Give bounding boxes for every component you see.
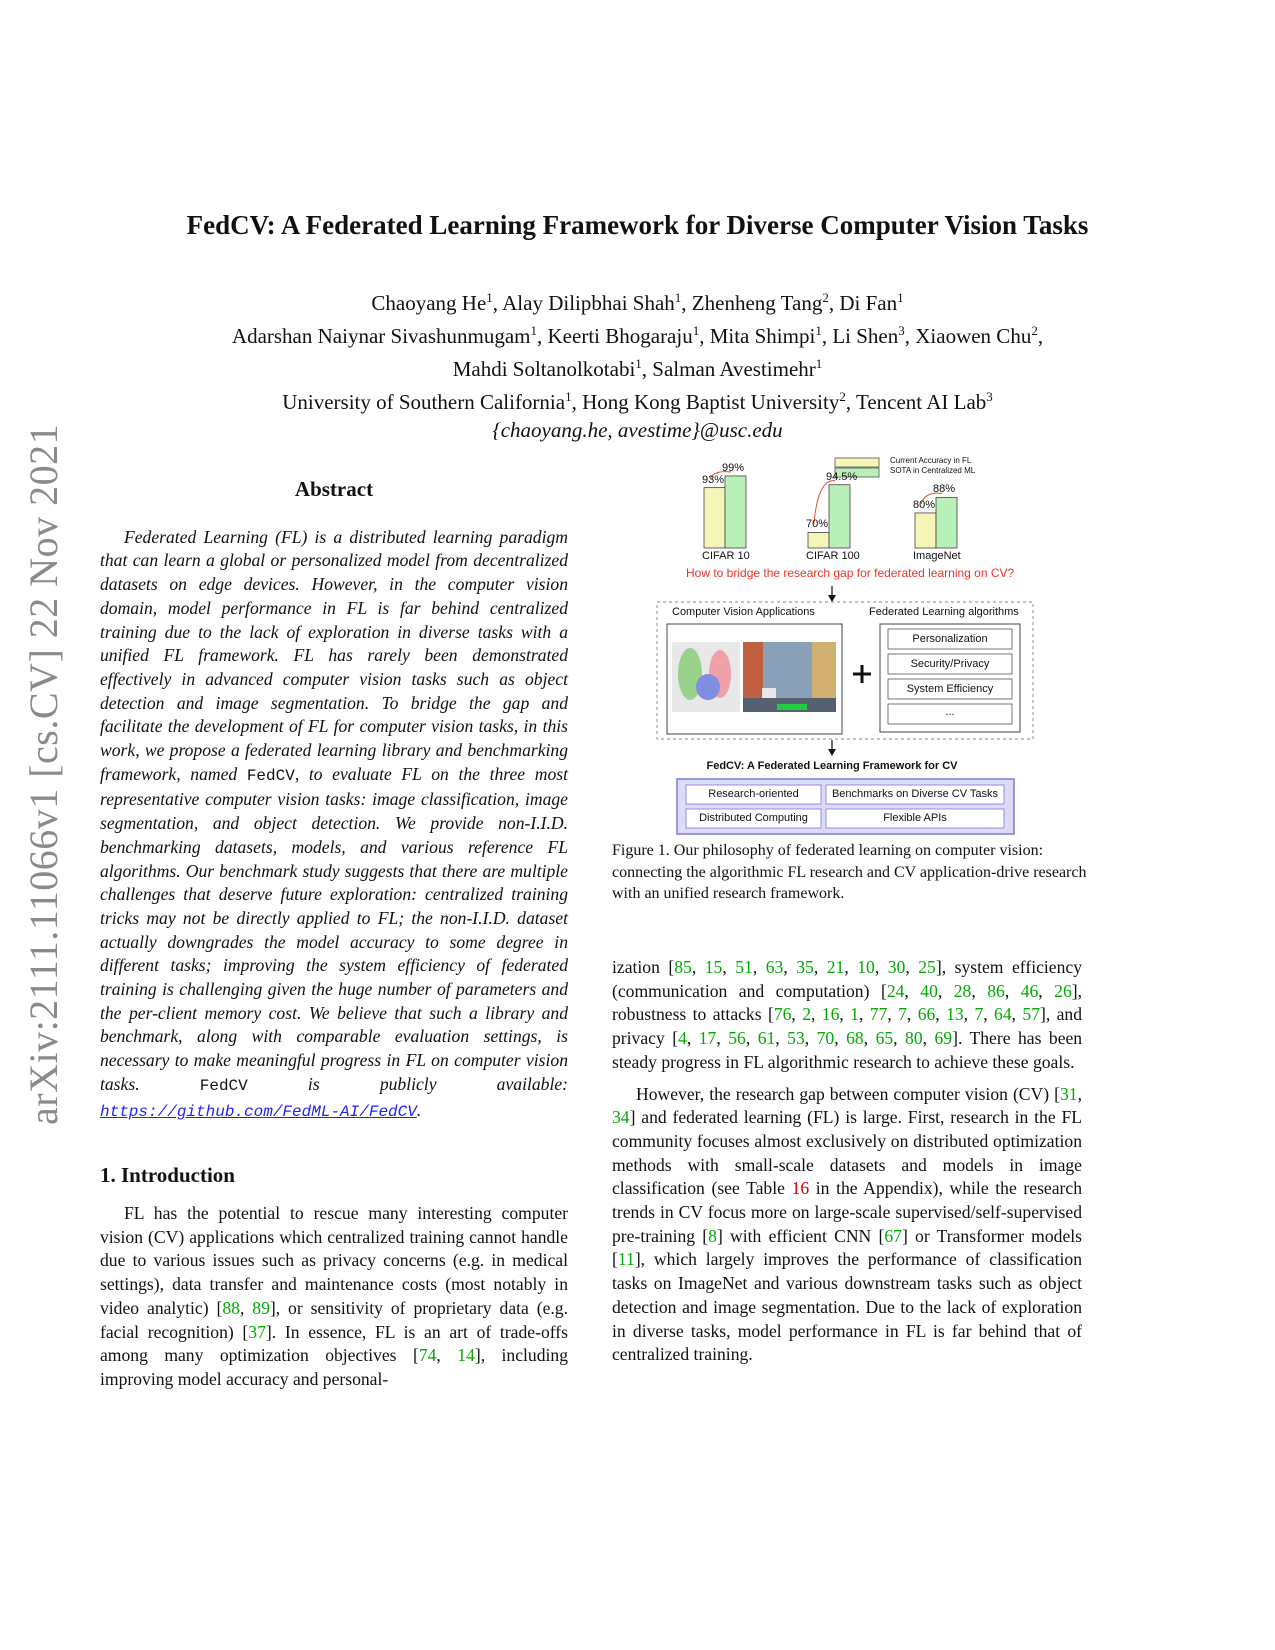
bar-fl-accuracy (704, 488, 725, 548)
separator: , (937, 980, 954, 1001)
separator: , (906, 1004, 918, 1025)
author-name: Xiaowen Chu (915, 324, 1032, 348)
building-left (743, 642, 763, 702)
author-name: Mahdi Soltanolkotabi (452, 357, 636, 381)
affiliation-marker: 2 (839, 389, 846, 404)
data-label-sota: 88% (933, 483, 956, 496)
author-name: Alay Dilipbhai Shah (502, 291, 675, 315)
separator: , (681, 291, 692, 315)
citation-link[interactable]: 53 (787, 1028, 805, 1049)
affiliation-marker: 1 (815, 323, 822, 338)
citation-link[interactable]: 51 (735, 957, 753, 977)
building-right (812, 642, 836, 702)
citation-link[interactable]: 57 (1022, 1004, 1040, 1025)
affiliation-marker: 1 (692, 323, 700, 338)
affiliation-marker: 1 (897, 290, 904, 305)
citation-link[interactable]: 15 (704, 957, 723, 977)
separator: , (935, 1004, 947, 1025)
fl-algos-label: Federated Learning algorithms (869, 606, 1019, 618)
feature-benchmarks: Benchmarks on Diverse CV Tasks (831, 788, 999, 800)
algo-more: ... (945, 706, 955, 718)
lane-highlight (777, 704, 807, 710)
data-label-fl: 93% (702, 473, 725, 486)
affiliations-line (60, 383, 1215, 416)
separator: , (791, 1004, 803, 1025)
author-name: University of Southern California (282, 390, 566, 414)
citation-link[interactable]: 70 (816, 1028, 835, 1049)
intro-paragraph-2 (612, 956, 1082, 1075)
left-column (100, 478, 568, 1392)
separator: , (813, 957, 827, 977)
citation-link[interactable]: 74 (418, 1345, 437, 1366)
citation-link[interactable]: 66 (917, 1004, 936, 1025)
figure-caption: Figure 1. Our philosophy of federated learning on computer vision: connecting the algorithmic FL research and CV application-drive research with an unified research framework. (612, 842, 1087, 902)
separator: , (1011, 1004, 1023, 1025)
down-arrow-icon (828, 595, 836, 602)
text-run: ] with efficient CNN [ (716, 1225, 885, 1246)
citation-link[interactable]: 40 (920, 980, 938, 1001)
abstract-part: is publicly available: (247, 1073, 568, 1094)
text-run: ]. In essence, FL is an art of trade-offs among many optimization objectives [ (100, 1321, 568, 1366)
citation-link[interactable]: 67 (884, 1225, 902, 1246)
affiliation-marker: 1 (486, 290, 493, 305)
github-link[interactable]: https://github.com/FedML-AI/FedCV (100, 1102, 417, 1121)
citation-link[interactable]: 2 (802, 1004, 811, 1025)
heart-shape (696, 674, 720, 700)
legend-label-sota: SOTA in Centralized ML (890, 466, 976, 475)
library-name: FedCV (246, 766, 295, 785)
feature-research-oriented: Research-oriented (708, 788, 799, 800)
citation-link[interactable]: 13 (946, 1004, 964, 1025)
separator: , (839, 1004, 851, 1025)
separator: , (716, 1028, 729, 1049)
separator: , (834, 1028, 847, 1049)
bar-fl-accuracy (915, 513, 936, 548)
affiliation-marker: 2 (822, 290, 829, 305)
figure-1 (612, 452, 1052, 837)
citation-link[interactable]: 1 (850, 1004, 859, 1025)
separator: , (887, 1004, 899, 1025)
affiliation-marker: 1 (815, 356, 823, 371)
citation-link[interactable]: 28 (953, 980, 972, 1001)
separator: , (963, 1004, 975, 1025)
citation-link[interactable]: 4 (678, 1028, 687, 1049)
citation-link[interactable]: 34 (612, 1107, 630, 1128)
algo-personalization: Personalization (912, 633, 988, 645)
abstract-part: . (416, 1099, 422, 1120)
data-label-sota: 94.5% (826, 470, 858, 483)
affiliation-marker: 2 (1031, 323, 1038, 338)
text-run: ], system efficiency (communication and computation) [ (612, 957, 1082, 1001)
text-run: ]. There has been steady progress in FL algorithmic research to achieve these goals. (612, 1028, 1083, 1072)
category-label: CIFAR 10 (702, 550, 750, 562)
bar-sota-accuracy (936, 497, 957, 548)
text-run: ], which largely improves the performance of classification tasks on ImageNet and various downstream tasks such as object detection and image segmentation. Due to the lack of exploration in diverse tasks, model performance in FL is far behind that of centralized training. (612, 1249, 1082, 1365)
separator: , (722, 957, 736, 977)
separator: , (874, 957, 888, 977)
text-run: ] and federated learning (FL) is large. First, research in the FL community focuses almost exclusively on distributed optimization methods with small-scale datasets and models in image classification (see Table (612, 1107, 1082, 1199)
citation-link[interactable]: 11 (617, 1249, 635, 1270)
citation-link[interactable]: 64 (994, 1004, 1012, 1025)
author-name: Hong Kong Baptist University (582, 390, 840, 414)
author-line-2 (60, 317, 1215, 350)
citation-link[interactable]: 63 (765, 957, 784, 977)
library-name: FedCV (199, 1076, 248, 1095)
separator: , (845, 390, 856, 414)
citation-link[interactable]: 68 (846, 1028, 864, 1049)
citation-link[interactable]: 88 (222, 1297, 240, 1318)
table-ref-link[interactable]: 16 (791, 1178, 810, 1199)
separator: , (699, 324, 710, 348)
text-run: ], robustness to attacks [ (612, 980, 1083, 1025)
citation-link[interactable]: 89 (252, 1297, 270, 1318)
affiliation-marker: 3 (898, 323, 905, 338)
feature-distributed-computing: Distributed Computing (699, 812, 808, 824)
citation-link[interactable]: 31 (1060, 1083, 1078, 1104)
car-shape (762, 688, 776, 698)
legend-swatch-fl (835, 458, 879, 467)
arxiv-identifier: arXiv:2111.11066v1 [cs.CV] 22 Nov 2021 (21, 423, 66, 1125)
right-column (612, 956, 1082, 1367)
separator: , (804, 1028, 817, 1049)
separator: , (752, 957, 766, 977)
category-label: CIFAR 100 (806, 550, 860, 562)
separator: , (1037, 324, 1044, 348)
paper-title: FedCV: A Federated Learning Framework for Diverse Computer Vision Tasks (186, 210, 1089, 240)
author-name: Tencent AI Lab (855, 390, 987, 414)
abstract-text (100, 526, 568, 1125)
citation-link[interactable]: 7 (974, 1004, 984, 1025)
citation-link[interactable]: 7 (898, 1004, 907, 1025)
abstract-part: Federated Learning (FL) is a distributed learning paradigm that can learn a global or personalized model from decentralized datasets on edge devices. However, in the computer vision domain, model performance in FL is far behind centralized training due to the lack of exploration in diverse tasks with a unified FL framework. FL has rarely been demonstrated effectively in advanced computer vision tasks such as object detection and image segmentation. To bridge the gap and facilitate the development of FL for computer vision tasks, in this work, we propose a federated learning library and benchmarking framework, named (100, 526, 568, 784)
separator: , (641, 357, 653, 381)
separator: , (811, 1004, 822, 1025)
separator: , (983, 1004, 995, 1025)
introduction-heading: 1. Introduction (100, 1163, 235, 1188)
bar-sota-accuracy (829, 485, 850, 548)
separator: , (863, 1028, 876, 1049)
text-run: , (436, 1345, 458, 1366)
separator: , (904, 324, 916, 348)
category-label: ImageNet (913, 550, 961, 562)
abstract-part: , to evaluate FL on the three most representative computer vision tasks: image classification, image segmentation, and object detection. We provide non-I.I.D. benchmarking datasets, models, and various reference FL algorithms. Our benchmark study suggests that there are multiple challenges that deserve future exploration: centralized training tricks may not be directly applied to FL; the non-I.I.D. dataset actually downgrades the model accuracy to some degree in different tasks; improving the system efficiency of federated training is challenging given the huge number of parameters and the per-client memory cost. We believe that such a library and benchmark, along with comparable evaluation settings, is necessary to make meaningful progress in FL on computer vision tasks. (100, 763, 568, 1094)
separator: , (905, 957, 919, 977)
author-line-3 (60, 350, 1215, 383)
separator: , (775, 1028, 788, 1049)
text-run: ization [ (612, 957, 675, 977)
citation-link[interactable]: 25 (918, 957, 936, 977)
citation-link[interactable]: 61 (757, 1028, 776, 1049)
citation-link[interactable]: 17 (698, 1028, 717, 1049)
author-name: Chaoyang He (371, 291, 487, 315)
down-arrow-icon (828, 749, 836, 756)
data-label-fl: 80% (913, 498, 936, 511)
separator: , (821, 324, 833, 348)
separator: , (492, 291, 503, 315)
data-label-sota: 99% (722, 461, 745, 474)
separator: , (571, 390, 583, 414)
citation-link[interactable]: 86 (987, 980, 1005, 1001)
citation-link[interactable]: 30 (887, 957, 906, 977)
affiliation-marker: 1 (674, 290, 682, 305)
citation-link[interactable]: 46 (1020, 980, 1039, 1001)
text-run: ], or sensitivity of proprietary data (e.g. facial recognition) [ (100, 1297, 569, 1342)
intro-paragraph-1 (100, 1202, 568, 1392)
separator: , (537, 324, 548, 348)
affiliation-marker: 1 (530, 323, 538, 338)
citation-link[interactable]: 77 (869, 1004, 888, 1025)
bar-fl-accuracy (808, 532, 829, 548)
affiliation-marker: 1 (565, 389, 572, 404)
citation-link[interactable]: 24 (886, 980, 905, 1001)
separator: , (745, 1028, 758, 1049)
separator: , (691, 957, 705, 977)
citation-link[interactable]: 85 (674, 957, 692, 977)
text-run: ], including improving model accuracy and personal- (100, 1345, 569, 1389)
citation-link[interactable]: 10 (857, 957, 875, 977)
data-label-fl: 70% (806, 518, 829, 531)
citation-link[interactable]: 65 (875, 1028, 894, 1049)
author-name: Mita Shimpi (709, 324, 816, 348)
text-run: , (1077, 1083, 1082, 1104)
algo-system-efficiency: System Efficiency (906, 683, 994, 695)
text-run: , (239, 1297, 253, 1318)
separator: , (844, 957, 858, 977)
text-run: ], and privacy [ (612, 1004, 1083, 1049)
author-name: Li Shen (832, 324, 899, 348)
separator: , (858, 1004, 870, 1025)
author-email: {chaoyang.he, avestime}@usc.edu (492, 418, 783, 442)
research-gap-question: How to bridge the research gap for federated learning on CV? (686, 566, 1015, 580)
citation-link[interactable]: 56 (728, 1028, 746, 1049)
legend-label-fl: Current Accuracy in FL (890, 456, 972, 465)
separator: , (1004, 980, 1021, 1001)
separator: , (828, 291, 840, 315)
citation-link[interactable]: 16 (821, 1004, 840, 1025)
bar-sota-accuracy (725, 476, 746, 548)
text-run: in the Appendix), while the research trends in CV focus more on large-scale supervised/self-supervised pre-training [ (612, 1178, 1082, 1246)
author-name: Adarshan Naiynar Sivashunmugam (231, 324, 531, 348)
citation-link[interactable]: 35 (796, 957, 814, 977)
citation-link[interactable]: 76 (773, 1004, 792, 1025)
author-block (60, 284, 1215, 444)
affiliation-marker: 1 (635, 356, 642, 371)
citation-link[interactable]: 69 (934, 1028, 953, 1049)
separator: , (1038, 980, 1055, 1001)
text-run: However, the research gap between computer vision (CV) [ (636, 1083, 1060, 1104)
separator: , (686, 1028, 699, 1049)
feature-flexible-apis: Flexible APIs (883, 812, 947, 824)
citation-link[interactable]: 26 (1054, 980, 1072, 1001)
author-name: Zhenheng Tang (691, 291, 823, 315)
framework-title: FedCV: A Federated Learning Framework for CV (706, 760, 958, 772)
intro-paragraph-3 (612, 1083, 1082, 1367)
citation-link[interactable]: 80 (905, 1028, 923, 1049)
cv-apps-label: Computer Vision Applications (672, 606, 815, 618)
affiliation-marker: 3 (986, 389, 993, 404)
separator: , (922, 1028, 935, 1049)
citation-link[interactable]: 14 (457, 1345, 475, 1366)
separator: , (893, 1028, 906, 1049)
author-name: Keerti Bhogaraju (547, 324, 693, 348)
algo-security-privacy: Security/Privacy (910, 658, 990, 670)
author-name: Salman Avestimehr (652, 357, 816, 381)
author-name: Di Fan (839, 291, 898, 315)
separator: , (783, 957, 797, 977)
separator: , (971, 980, 988, 1001)
abstract-heading: Abstract (294, 477, 374, 501)
citation-link[interactable]: 37 (248, 1321, 266, 1342)
text-run: FL has the potential to rescue many interesting computer vision (CV) applications which centralized training cannot handle due to various issues such as privacy concerns (e.g. in medical settings), data transfer and maintenance costs (most notably in video analytic) [ (100, 1202, 568, 1318)
citation-link[interactable]: 8 (708, 1225, 717, 1246)
citation-link[interactable]: 21 (826, 957, 845, 977)
separator: , (904, 980, 921, 1001)
text-run: ] or Transformer models [ (612, 1225, 1083, 1270)
author-line-1 (60, 284, 1215, 317)
